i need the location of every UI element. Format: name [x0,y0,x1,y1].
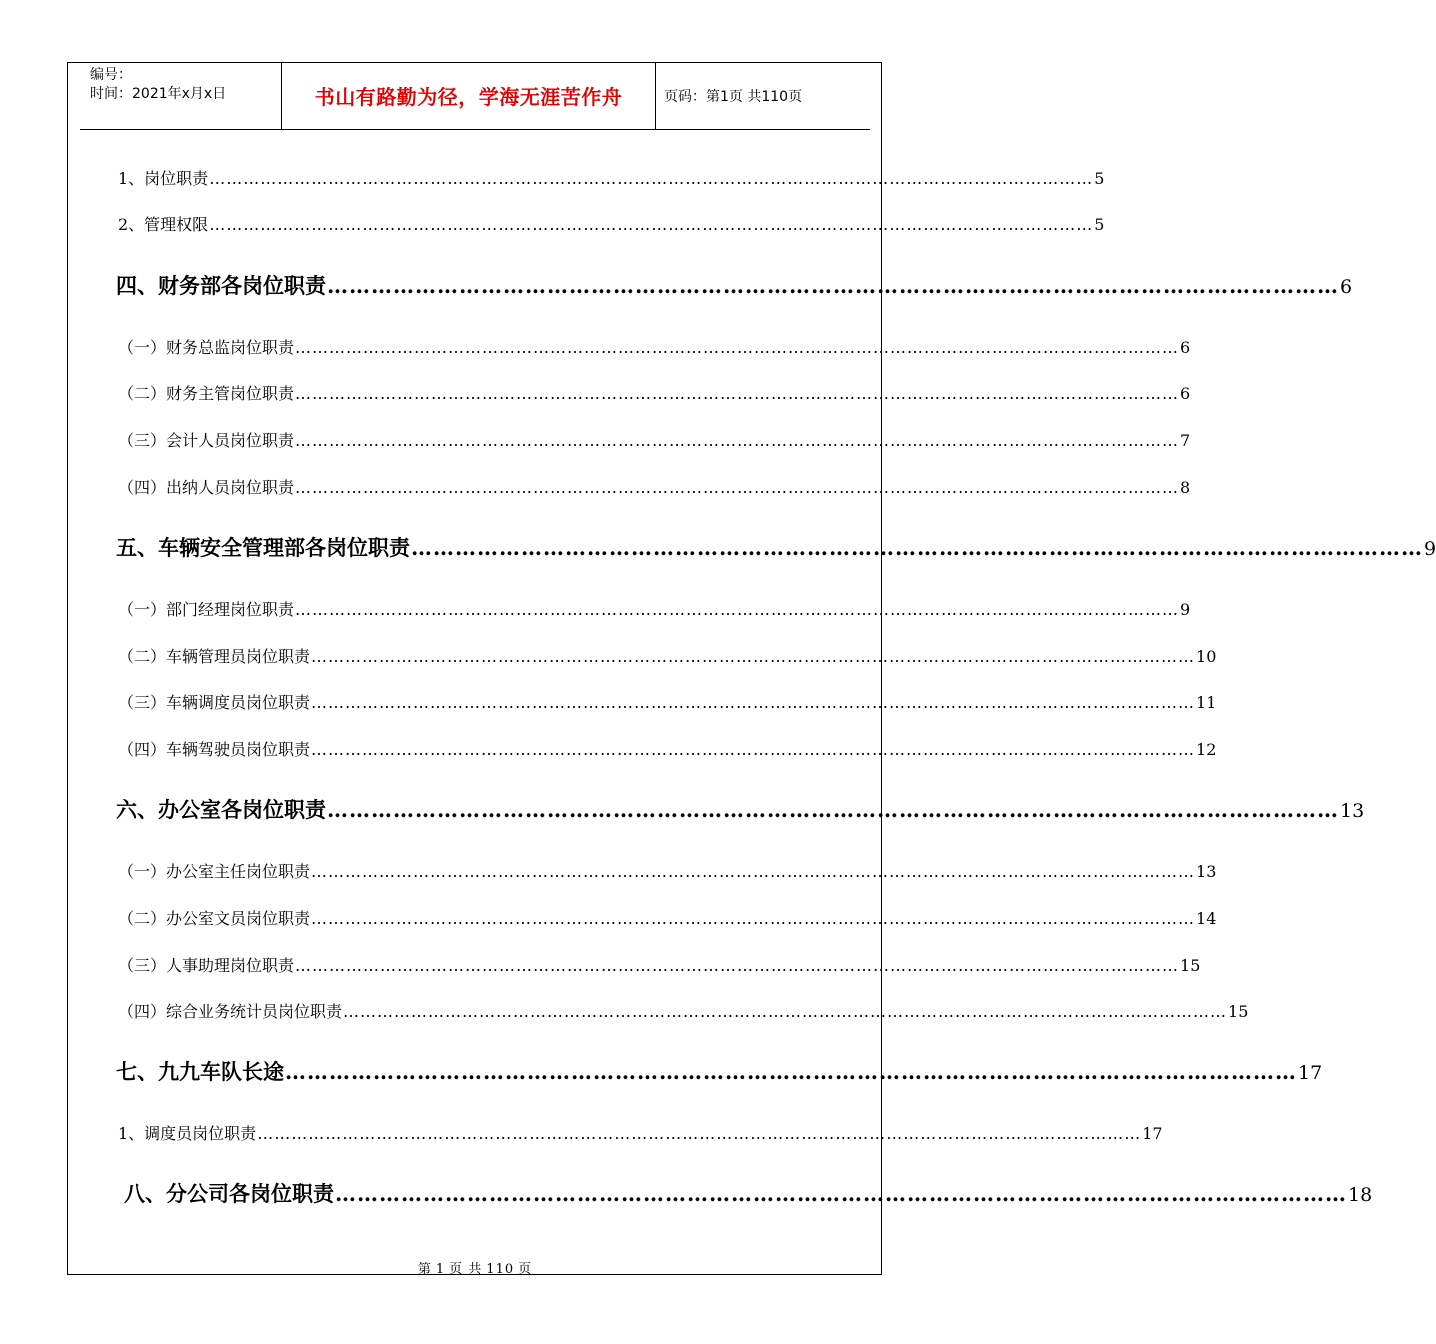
toc-section[interactable] [116,532,1436,562]
toc-item-title: （一）办公室主任岗位职责 [118,862,311,881]
toc-section-page: 9 [1424,538,1436,560]
toc-item-page: 11 [1196,693,1217,712]
page-frame [67,62,882,1275]
toc-leader: ………………………………………………………………………………………………………………………… [335,1181,1347,1206]
toc-item-page: 15 [1228,1002,1249,1021]
toc-item-page: 10 [1196,647,1217,666]
toc-item[interactable] [118,906,1217,929]
toc-item-page: 15 [1180,956,1201,975]
toc-item-title: （一）部门经理岗位职责 [118,600,295,619]
toc-item-page: 8 [1180,478,1191,497]
toc-section-title: 六、办公室各岗位职责 [116,797,326,822]
toc-item-title: （三）人事助理岗位职责 [118,956,295,975]
toc-item[interactable] [118,859,1217,882]
toc-item[interactable] [118,690,1217,713]
toc-leader: ………………………………………………………………………………………………………………………………………… [311,740,1196,759]
toc-item[interactable] [118,475,1191,498]
toc-leader: ………………………………………………………………………………………………………………………………………… [209,169,1094,188]
toc-leader: ………………………………………………………………………………………………………………………… [285,1059,1297,1084]
toc-section-title: 五、车辆安全管理部各岗位职责 [116,535,410,560]
toc-item-page: 7 [1180,431,1191,450]
toc-item[interactable] [118,999,1249,1022]
toc-leader: ………………………………………………………………………………………………………………………………………… [311,693,1196,712]
toc-item[interactable] [118,212,1105,235]
toc-item-title: 1、调度员岗位职责 [118,1124,257,1143]
toc-leader: ………………………………………………………………………………………………………………………… [327,273,1339,298]
toc-section-page: 18 [1348,1184,1373,1206]
toc-item-page: 12 [1196,740,1217,759]
toc-section-page: 17 [1298,1062,1323,1084]
footer-page-number: 1 [435,1262,446,1277]
toc-item-title: （二）财务主管岗位职责 [118,384,295,403]
toc-item-title: （四）车辆驾驶员岗位职责 [118,740,311,759]
toc-item-page: 6 [1180,338,1191,357]
toc-item-title: （三）会计人员岗位职责 [118,431,295,450]
toc-item-page: 13 [1196,862,1217,881]
toc-section[interactable] [116,270,1353,300]
toc-item-title: （二）车辆管理员岗位职责 [118,647,311,666]
toc-leader: ………………………………………………………………………………………………………………………… [411,535,1423,560]
toc-leader: ………………………………………………………………………………………………………………………………………… [295,478,1180,497]
toc-item-page: 14 [1196,909,1217,928]
toc-item[interactable] [118,335,1191,358]
toc-section-title: 八、分公司各岗位职责 [124,1181,334,1206]
toc-item-title: 2、管理权限 [118,215,209,234]
toc-section[interactable] [124,1178,1373,1208]
footer-prefix: 第 [417,1262,432,1277]
toc-leader: ………………………………………………………………………………………………………………………………………… [295,956,1180,975]
toc-item-page: 17 [1142,1124,1163,1143]
toc-item-page: 9 [1180,600,1191,619]
toc-section-title: 四、财务部各岗位职责 [116,273,326,298]
page-footer [0,1258,950,1277]
page-header [80,62,870,130]
toc-leader: ………………………………………………………………………………………………………………………………………… [295,600,1180,619]
time-label: 时间：2021年x月x日 [90,86,227,102]
toc-item-page: 5 [1094,215,1105,234]
toc-section-page: 6 [1340,276,1353,298]
toc-section-title: 七、九九车队长途 [116,1059,284,1084]
toc-leader: ………………………………………………………………………………………………………………………………………… [209,215,1094,234]
toc-item[interactable] [118,428,1191,451]
footer-total-pages: 110 [486,1262,515,1277]
toc-item[interactable] [118,644,1217,667]
toc-section[interactable] [116,1056,1323,1086]
footer-middle: 页 共 [449,1262,483,1277]
toc-leader: ………………………………………………………………………………………………………………………………………… [311,862,1196,881]
toc-leader: ………………………………………………………………………………………………………………………………………… [295,431,1180,450]
toc-leader: ………………………………………………………………………………………………………………………………………… [257,1124,1142,1143]
toc-item[interactable] [118,1121,1163,1144]
header-meta [80,62,282,129]
toc-item[interactable] [118,597,1191,620]
toc-item[interactable] [118,737,1217,760]
toc-leader: ………………………………………………………………………………………………………………………………………… [311,647,1196,666]
header-page-info: 页码：第1页 共110页 [664,88,803,105]
header-motto: 书山有路勤为径，学海无涯苦作舟 [282,62,656,129]
toc-item-title: （三）车辆调度员岗位职责 [118,693,311,712]
number-label: 编号： [90,67,132,83]
toc-leader: ………………………………………………………………………………………………………………………………………… [343,1002,1228,1021]
toc-item-page: 6 [1180,384,1191,403]
toc-item-title: （二）办公室文员岗位职责 [118,909,311,928]
toc-item-title: （一）财务总监岗位职责 [118,338,295,357]
toc-section[interactable] [116,794,1365,824]
toc-leader: ………………………………………………………………………………………………………………………………………… [295,338,1180,357]
toc-item-page: 5 [1094,169,1105,188]
toc-item-title: （四）出纳人员岗位职责 [118,478,295,497]
toc-item[interactable] [118,953,1201,976]
toc-leader: ………………………………………………………………………………………………………………………… [327,797,1339,822]
toc-section-page: 13 [1340,800,1365,822]
toc-item[interactable] [118,381,1191,404]
toc-leader: ………………………………………………………………………………………………………………………………………… [295,384,1180,403]
footer-suffix: 页 [518,1262,533,1277]
toc-item-title: 1、岗位职责 [118,169,209,188]
toc-item-title: （四）综合业务统计员岗位职责 [118,1002,343,1021]
toc-leader: ………………………………………………………………………………………………………………………………………… [311,909,1196,928]
toc-item[interactable] [118,166,1105,189]
